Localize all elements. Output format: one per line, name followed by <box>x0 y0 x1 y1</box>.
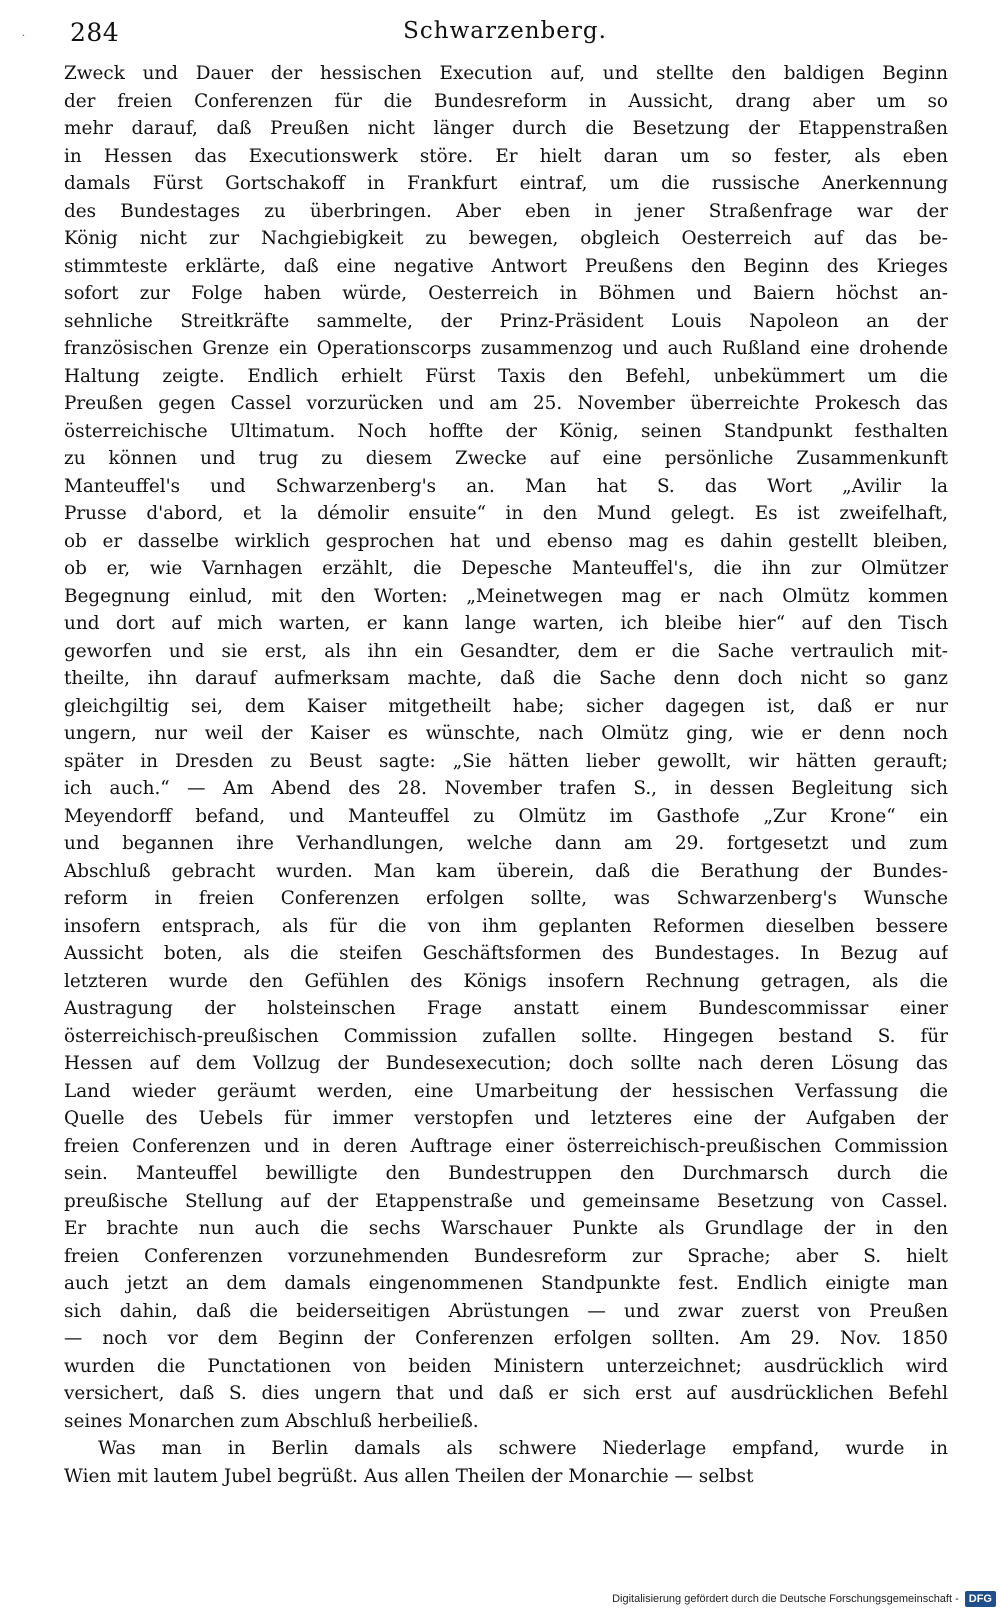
text-line: letzteren wurde den Gefühlen des Königs insofern Rechnung getragen, als die <box>64 970 948 992</box>
text-line: Hessen auf dem Vollzug der Bundesexecution; doch sollte nach deren Lösung das <box>64 1053 948 1074</box>
paragraph <box>64 1435 948 1490</box>
text-line: geworfen und sie erst, als ihn ein Gesandter, dem er die Sache vertraulich mit- <box>64 640 948 662</box>
text-line: sehnliche Streitkräfte sammelte, der Prinz-Präsident Louis Napoleon an der <box>64 310 948 332</box>
text-line: österreichische Ultimatum. Noch hoffte der König, seinen Standpunkt festhalten <box>64 420 948 442</box>
paragraph <box>64 60 948 1435</box>
text-line: damals Fürst Gortschakoff in Frankfurt eintraf, um die russische Anerkennung <box>64 173 948 194</box>
text-line: freien Conferenzen vorzunehmenden Bundesreform zur Sprache; aber S. hielt <box>64 1245 948 1267</box>
text-line: und begannen ihre Verhandlungen, welche dann am 29. fortgesetzt und zum <box>64 833 948 854</box>
text-line: der freien Conferenzen für die Bundesreform in Aussicht, drang aber um so <box>64 90 948 112</box>
text-line: seines Monarchen zum Abschluß herbeiließ. <box>64 1410 479 1432</box>
text-line: stimmteste erklärte, daß eine negative Antwort Preußens den Beginn des Krieges <box>64 255 948 277</box>
text-line: insofern entsprach, als für die von ihm geplanten Reformen dieselben bessere <box>64 915 948 937</box>
text-line: Wien mit lautem Jubel begrüßt. Aus allen Theilen der Monarchie — selbst <box>64 1465 754 1487</box>
text-line: ob er, wie Varnhagen erzählt, die Depesche Manteuffel's, die ihn zur Olmützer <box>64 558 948 579</box>
text-line: ich auch.“ — Am Abend des 28. November trafen S., in dessen Begleitung sich <box>64 778 948 799</box>
text-line: preußische Stellung auf der Etappenstraße und gemeinsame Besetzung von Cassel. <box>64 1190 948 1212</box>
text-line: und dort auf mich warten, er kann lange warten, ich bleibe hier“ auf den Tisch <box>64 613 948 634</box>
text-line: versichert, daß S. dies ungern that und daß er sich erst auf ausdrücklichen Befehl <box>64 1383 948 1404</box>
text-line: Meyendorff befand, und Manteuffel zu Olmütz im Gasthofe „Zur Krone“ ein <box>64 805 948 827</box>
running-head: Schwarzenberg. <box>403 18 607 44</box>
text-line: ob er dasselbe wirklich gesprochen hat und ebenso mag es dahin gestellt bleiben, <box>64 530 948 552</box>
dfg-logo: DFG <box>965 1591 996 1607</box>
text-line: sein. Manteuffel bewilligte den Bundestruppen den Durchmarsch durch die <box>64 1163 948 1184</box>
margin-mark: . <box>22 28 26 39</box>
text-line: theilte, ihn darauf aufmerksam machte, daß die Sache denn doch nicht so ganz <box>64 668 948 689</box>
text-line: Er brachte nun auch die sechs Warschauer Punkte als Grundlage der in den <box>64 1218 948 1239</box>
text-line: später in Dresden zu Beust sagte: „Sie hätten lieber gewollt, wir hätten gerauft; <box>64 750 948 772</box>
text-line: Abschluß gebracht wurden. Man kam überein, daß die Berathung der Bundes- <box>64 860 948 882</box>
text-line: Prusse d'abord, et la démolir ensuite“ in den Mund gelegt. Es ist zweifelhaft, <box>64 503 948 524</box>
text-line: König nicht zur Nachgiebigkeit zu bewegen, obgleich Oesterreich auf das be- <box>64 228 948 249</box>
text-line: Aussicht boten, als die steifen Geschäftsformen des Bundestages. In Bezug auf <box>64 943 948 964</box>
text-line: Quelle des Uebels für immer verstopfen und letzteres eine der Aufgaben der <box>64 1108 948 1129</box>
text-line: Land wieder geräumt werden, eine Umarbeitung der hessischen Verfassung die <box>64 1080 948 1102</box>
text-line: gleichgiltig sei, dem Kaiser mitgetheilt habe; sicher dagegen ist, daß er nur <box>64 695 948 717</box>
page-number: 284 <box>70 18 120 47</box>
text-line: österreichisch-preußischen Commission zufallen sollte. Hingegen bestand S. für <box>64 1025 948 1047</box>
text-line: sich dahin, daß die beiderseitigen Abrüstungen — und zwar zuerst von Preußen <box>64 1300 948 1322</box>
text-line: zu können und trug zu diesem Zwecke auf eine persönliche Zusammenkunft <box>64 448 948 469</box>
text-line: in Hessen das Executionswerk störe. Er hielt daran um so fester, als eben <box>64 145 948 167</box>
text-line: Zweck und Dauer der hessischen Execution auf, und stellte den baldigen Beginn <box>64 63 948 84</box>
text-line: wurden die Punctationen von beiden Ministern unterzeichnet; ausdrücklich wird <box>64 1355 948 1377</box>
text-line: Begegnung einlud, mit den Worten: „Meinetwegen mag er nach Olmütz kommen <box>64 585 948 607</box>
text-line: Preußen gegen Cassel vorzurücken und am 25. November überreichte Prokesch das <box>64 393 948 414</box>
text-line: französischen Grenze ein Operationscorps zusammenzog und auch Rußland eine drohende <box>64 338 948 359</box>
text-line: reform in freien Conferenzen erfolgen sollte, was Schwarzenberg's Wunsche <box>64 888 948 909</box>
text-line: Manteuffel's und Schwarzenberg's an. Man hat S. das Wort „Avilir la <box>64 475 948 497</box>
text-line: freien Conferenzen und in deren Auftrage einer österreichisch-preußischen Commission <box>64 1135 948 1157</box>
page-header <box>62 14 948 50</box>
footer-credit: Digitalisierung gefördert durch die Deutsche Forschungsgemeinschaft - <box>612 1593 959 1605</box>
text-line: sofort zur Folge haben würde, Oesterreich in Böhmen und Baiern höchst an- <box>64 283 948 304</box>
text-line: Haltung zeigte. Endlich erhielt Fürst Taxis den Befehl, unbekümmert um die <box>64 365 948 387</box>
text-line: Was man in Berlin damals als schwere Niederlage empfand, wurde in <box>98 1438 948 1459</box>
text-line: des Bundestages zu überbringen. Aber eben in jener Straßenfrage war der <box>64 200 948 222</box>
digitization-footer <box>612 1589 996 1609</box>
text-line: auch jetzt an dem damals eingenommenen Standpunkte fest. Endlich einigte man <box>64 1273 948 1294</box>
page-body <box>64 60 948 1490</box>
text-line: Austragung der holsteinschen Frage anstatt einem Bundescommissar einer <box>64 998 948 1019</box>
text-line: mehr darauf, daß Preußen nicht länger durch die Besetzung der Etappenstraßen <box>64 118 948 139</box>
text-line: — noch vor dem Beginn der Conferenzen erfolgen sollten. Am 29. Nov. 1850 <box>64 1328 948 1349</box>
text-line: ungern, nur weil der Kaiser es wünschte, nach Olmütz ging, wie er denn noch <box>64 723 948 744</box>
